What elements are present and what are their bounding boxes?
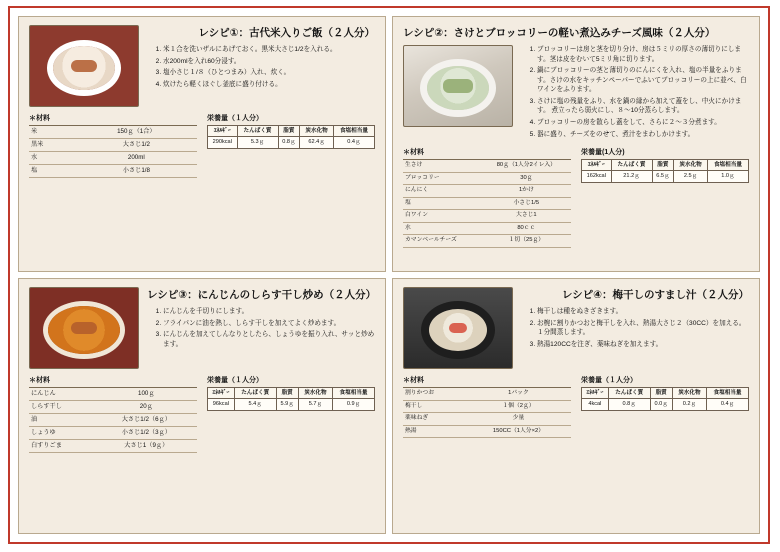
materials-heading: ＊材料 <box>29 115 50 122</box>
recipe-4-body <box>403 375 749 438</box>
table-row <box>582 160 749 171</box>
nutrition-heading: 栄養量（１人分） <box>207 377 263 384</box>
material-name: 割りかつお <box>403 388 466 401</box>
nutrition-header: 炭水化物 <box>674 160 708 171</box>
recipe-3-nutrition-block <box>207 375 375 411</box>
recipe-sheet <box>8 6 770 544</box>
material-name: 水 <box>29 152 76 165</box>
table-row <box>208 126 375 137</box>
broccoli-salmon-photo <box>403 45 513 127</box>
material-amount: 1かけ <box>482 185 571 198</box>
table-row <box>29 440 197 453</box>
recipe-1-nutrition-table <box>207 125 375 149</box>
nutrition-value: 5.9ｇ <box>276 399 298 410</box>
table-row <box>208 137 375 148</box>
recipe-1-materials-table <box>29 125 197 178</box>
nutrition-header: たんぱく質 <box>608 388 650 399</box>
nutrition-value: 162kcal <box>582 171 612 182</box>
recipe-card-4 <box>392 278 760 534</box>
table-row <box>29 427 197 440</box>
material-name: しらす干し <box>29 401 96 414</box>
nutrition-header: 脂質 <box>650 388 672 399</box>
nutrition-header: 食塩相当量 <box>707 388 749 399</box>
nutrition-value: 96kcal <box>208 399 235 410</box>
nutrition-header: 食塩相当量 <box>707 160 748 171</box>
table-row <box>29 414 197 427</box>
material-amount: 大さじ1（9ｇ） <box>96 440 197 453</box>
nutrition-header: 脂質 <box>278 126 300 137</box>
nutrition-header: ｴﾈﾙｷﾞｰ <box>208 126 238 137</box>
material-name: しょうゆ <box>29 427 96 440</box>
material-amount: １切（25ｇ） <box>482 235 571 248</box>
nutrition-value: 5.4ｇ <box>234 399 276 410</box>
recipe-2-steps <box>521 45 749 139</box>
nutrition-header: 脂質 <box>276 388 298 399</box>
material-amount: 少量 <box>466 413 571 426</box>
table-row <box>208 388 375 399</box>
nutrition-header: 炭水化物 <box>300 126 334 137</box>
recipe-grid <box>10 8 768 542</box>
materials-heading: ＊材料 <box>403 377 424 384</box>
nutrition-value: 5.3ｇ <box>237 137 278 148</box>
nutrition-header: たんぱく質 <box>234 388 276 399</box>
nutrition-value: 1.0ｇ <box>707 171 748 182</box>
table-row <box>582 171 749 182</box>
table-row <box>29 126 197 139</box>
recipe-2-nutrition-table <box>581 159 749 183</box>
recipe-4-steps <box>521 307 749 349</box>
nutrition-value: 2.5ｇ <box>674 171 708 182</box>
material-amount: 小さじ1/8 <box>76 165 197 178</box>
recipe-2-header <box>403 45 749 141</box>
recipe-2-body <box>403 147 749 248</box>
nutrition-header: ｴﾈﾙｷﾞｰ <box>582 160 612 171</box>
table-row <box>403 400 571 413</box>
recipe-2-step: 3. さけに塩の残量をふり、水を鍋の縁から加えて蓋をし、中火にかけます。 煮立ったら弱火にし、８～10分蒸らします。 <box>537 97 749 116</box>
material-amount: 小さじ1/5 <box>482 197 571 210</box>
table-row <box>582 388 749 399</box>
table-row <box>403 160 571 173</box>
recipe-4-nutrition-table <box>581 387 749 411</box>
recipe-1-header <box>29 25 375 107</box>
table-row <box>29 139 197 152</box>
nutrition-header: 脂質 <box>652 160 674 171</box>
material-amount: 80ｇ（1人分2イレ入） <box>482 160 571 173</box>
nutrition-header: 食塩相当量 <box>333 126 374 137</box>
material-name: 生さけ <box>403 160 482 173</box>
recipe-3-body <box>29 375 375 453</box>
material-name: 梅干し <box>403 400 466 413</box>
recipe-card-2 <box>392 16 760 272</box>
recipe-3-materials-table <box>29 387 197 453</box>
material-name: 塩 <box>403 197 482 210</box>
recipe-card-1 <box>18 16 386 272</box>
table-row <box>582 399 749 410</box>
recipe-1-step: 3. 塩小さじ１/８（ひとつまみ）入れ、炊く。 <box>163 68 375 78</box>
material-name: 米 <box>29 126 76 139</box>
nutrition-header: たんぱく質 <box>611 160 652 171</box>
material-name: 薬味ねぎ <box>403 413 466 426</box>
materials-heading: ＊材料 <box>403 149 424 157</box>
material-amount: １個（2ｇ） <box>466 400 571 413</box>
recipe-1-steps <box>147 45 375 89</box>
recipe-3-title: レシピ③：にんじんのしらす干し炒め（２人分） <box>147 289 377 301</box>
nutrition-heading: 栄養量（１人分） <box>581 377 637 384</box>
material-name: 熱湯 <box>403 425 466 438</box>
recipe-1-title: レシピ①：古代米入りご飯（２人分） <box>198 27 375 39</box>
material-amount: 1パック <box>466 388 571 401</box>
recipe-2-nutrition-block <box>581 147 749 183</box>
recipe-card-3 <box>18 278 386 534</box>
recipe-4-step: 2. お椀に割りかつおと梅干しを入れ、熱湯大さじ２（30CC）を加える。１分間蒸します。 <box>537 319 749 338</box>
nutrition-value: 21.2ｇ <box>611 171 652 182</box>
recipe-1-step: 1. 米１合を洗いザルにあげておく。黒米大さじ1/2を入れる。 <box>163 45 375 55</box>
recipe-2-materials-block <box>403 147 571 248</box>
table-row <box>29 152 197 165</box>
material-name: にんにく <box>403 185 482 198</box>
nutrition-value: 4kcal <box>582 399 609 410</box>
material-name: カマンベールチーズ <box>403 235 482 248</box>
nutrition-value: 5.7ｇ <box>298 399 332 410</box>
material-amount: 20ｇ <box>96 401 197 414</box>
nutrition-value: 0.9ｇ <box>333 399 375 410</box>
table-row <box>403 172 571 185</box>
recipe-2-step: 4. ブロッコリーの房を散らし蓋をして、さらに２～３分煮ます。 <box>537 118 749 128</box>
recipe-3-step: 3. にんじんを加えてしんなりとしたら、しょうゆを振り入れ、サッと炒めます。 <box>163 330 375 349</box>
recipe-1-materials-block <box>29 113 197 178</box>
recipe-2-title: レシピ②：さけとブロッコリーの軽い煮込みチーズ風味（２人分） <box>403 27 716 39</box>
recipe-2-step: 1. ブロッコリーは房と茎を切り分け、房は５ミリの厚さの薄切りにします。茎は皮をむいて5ミリ角に切ります。 <box>537 45 749 64</box>
table-row <box>403 185 571 198</box>
material-amount: 150CC（1人分×2） <box>466 425 571 438</box>
material-name: 油 <box>29 414 96 427</box>
recipe-3-nutrition-table <box>207 387 375 411</box>
material-amount: 100ｇ <box>96 388 197 401</box>
material-amount: 150ｇ（1合） <box>76 126 197 139</box>
material-amount: 大さじ1/2（6ｇ） <box>96 414 197 427</box>
material-name: ブロッコリー <box>403 172 482 185</box>
material-amount: 大さじ1/2 <box>76 139 197 152</box>
material-amount: 大さじ1 <box>482 210 571 223</box>
recipe-4-step: 1. 梅干しは種をぬきざきます。 <box>537 307 749 317</box>
table-row <box>403 210 571 223</box>
nutrition-value: 0.8ｇ <box>278 137 300 148</box>
nutrition-value: 0.4ｇ <box>707 399 749 410</box>
material-amount: 小さじ1/2（3ｇ） <box>96 427 197 440</box>
material-name: 水 <box>403 222 482 235</box>
soup-bowl-photo <box>403 287 513 369</box>
nutrition-value: 0.8ｇ <box>608 399 650 410</box>
nutrition-header: ｴﾈﾙｷﾞｰ <box>582 388 609 399</box>
table-row <box>29 388 197 401</box>
material-amount: 80ｃｃ <box>482 222 571 235</box>
material-name: 塩 <box>29 165 76 178</box>
material-amount: 200ml <box>76 152 197 165</box>
recipe-4-materials-table <box>403 387 571 438</box>
recipe-1-step: 2. 水200mlを入れ60分浸す。 <box>163 57 375 67</box>
recipe-1-body <box>29 113 375 178</box>
recipe-2-step: 5. 器に盛り、チーズをのせて、煮汁をまわしかけます。 <box>537 130 749 140</box>
carrot-stirfry-photo <box>29 287 139 369</box>
table-row <box>29 165 197 178</box>
materials-heading: ＊材料 <box>29 377 50 384</box>
recipe-3-steps <box>147 307 375 349</box>
recipe-3-header <box>29 287 375 369</box>
nutrition-header: ｴﾈﾙｷﾞｰ <box>208 388 235 399</box>
nutrition-header: 炭水化物 <box>672 388 706 399</box>
nutrition-header: たんぱく質 <box>237 126 278 137</box>
recipe-4-step: 3. 熱湯120CCを注ぎ、薬味ねぎを加えます。 <box>537 340 749 350</box>
material-name: 白ワイン <box>403 210 482 223</box>
table-row <box>403 197 571 210</box>
recipe-3-step: 2. フライパンに油を熱し、しらす干しを加えてよく炒めます。 <box>163 319 375 329</box>
nutrition-heading: 栄養量(1人分) <box>581 149 625 157</box>
nutrition-value: 62.4ｇ <box>300 137 334 148</box>
nutrition-value: 0.4ｇ <box>333 137 374 148</box>
recipe-2-step: 2. 鍋にブロッコリーの茎と薄切りのにんにくを入れ、塩の半量をふります。さけの水をキッチンペーパーでふいてブロッコリーの上に並べ、白ワインをふります。 <box>537 66 749 95</box>
recipe-4-header <box>403 287 749 369</box>
table-row <box>403 413 571 426</box>
nutrition-value: 6.5ｇ <box>652 171 674 182</box>
rice-bowl-photo <box>29 25 139 107</box>
recipe-3-step: 1. にんじんを千切りにします。 <box>163 307 375 317</box>
recipe-4-nutrition-block <box>581 375 749 411</box>
nutrition-heading: 栄養量（１人分） <box>207 115 263 122</box>
recipe-4-materials-block <box>403 375 571 438</box>
recipe-1-nutrition-block <box>207 113 375 149</box>
nutrition-value: 290kcal <box>208 137 238 148</box>
material-name: 白すりごま <box>29 440 96 453</box>
table-row <box>403 388 571 401</box>
nutrition-header: 炭水化物 <box>298 388 332 399</box>
material-amount: 30ｇ <box>482 172 571 185</box>
table-row <box>29 401 197 414</box>
recipe-2-materials-table <box>403 159 571 248</box>
table-row <box>403 222 571 235</box>
nutrition-value: 0.2ｇ <box>672 399 706 410</box>
recipe-1-step: 4. 炊けたら軽くほぐし釜底に盛り付ける。 <box>163 80 375 90</box>
recipe-4-title: レシピ④：梅干しのすまし汁（２人分） <box>561 289 749 301</box>
material-name: 黒米 <box>29 139 76 152</box>
table-row <box>403 425 571 438</box>
nutrition-header: 食塩相当量 <box>333 388 375 399</box>
nutrition-value: 0.0ｇ <box>650 399 672 410</box>
table-row <box>208 399 375 410</box>
recipe-3-materials-block <box>29 375 197 453</box>
table-row <box>403 235 571 248</box>
material-name: にんじん <box>29 388 96 401</box>
